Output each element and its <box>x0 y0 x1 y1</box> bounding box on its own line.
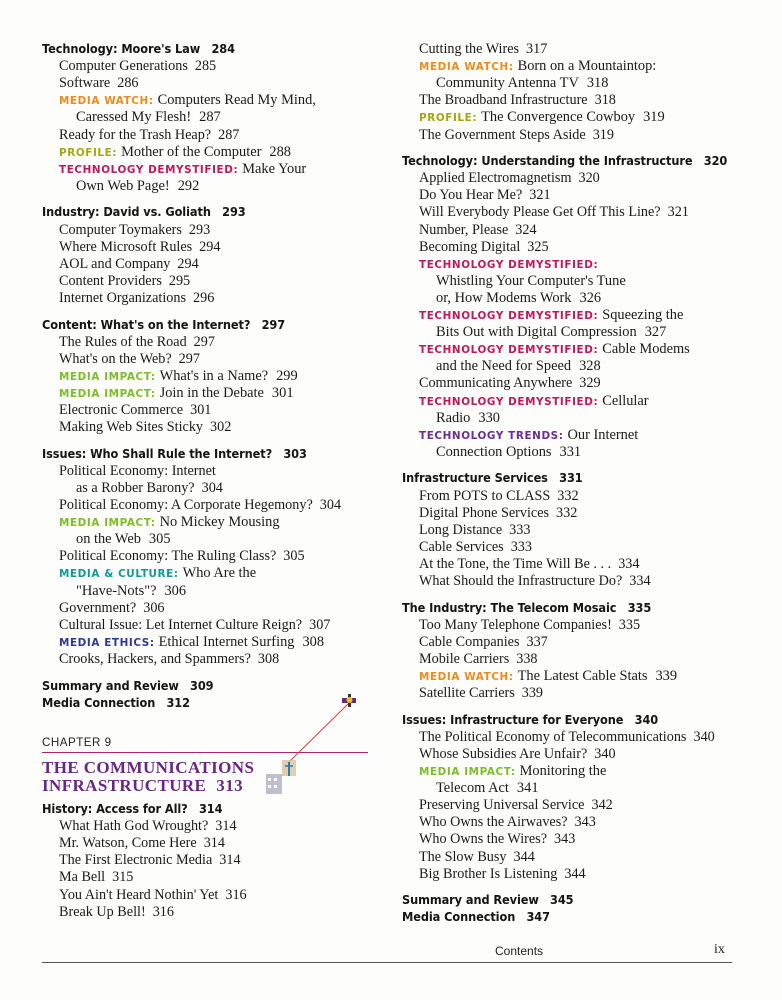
entry-title: The Rules of the Road <box>59 333 187 350</box>
toc-entry <box>59 869 133 886</box>
entry-page-number: 325 <box>527 238 549 255</box>
entry-page-number: 299 <box>276 367 298 384</box>
entry-title: Radio <box>436 409 471 426</box>
toc-feature-continuation <box>76 109 221 126</box>
footer-page-number: ix <box>714 942 725 957</box>
entry-title: Computer Toymakers <box>59 221 182 238</box>
entry-page-number: 337 <box>526 633 548 650</box>
entry-page-number: 335 <box>627 600 652 615</box>
toc-feature-entry <box>419 341 690 359</box>
toc-feature-entry <box>59 161 306 179</box>
entry-page-number: 339 <box>521 685 544 702</box>
toc-feature-continuation <box>436 75 608 92</box>
entry-title: Summary and Review <box>42 678 179 693</box>
entry-page-number: 330 <box>478 409 500 426</box>
toc-entry <box>59 290 214 307</box>
entry-page-number: 321 <box>529 187 551 204</box>
toc-entry <box>419 222 537 239</box>
toc-entry <box>59 548 305 565</box>
entry-page-number: 319 <box>643 109 665 126</box>
satellite-icon <box>342 694 356 707</box>
feature-label: TECHNOLOGY TRENDS: <box>419 429 564 442</box>
entry-page-number: 340 <box>634 712 659 727</box>
toc-entry <box>59 852 241 869</box>
toc-feature-entry <box>59 92 316 110</box>
entry-page-number: 334 <box>629 573 651 589</box>
entry-title: Cable Services <box>419 538 504 555</box>
toc-section-heading <box>402 909 550 926</box>
entry-title: Media Connection <box>42 695 156 710</box>
satellite-illustration-icon <box>256 690 376 800</box>
entry-title: Mother of the Computer <box>121 143 262 160</box>
entry-title: Technology: Understanding the Infrastructure <box>402 154 693 169</box>
entry-page-number: 318 <box>586 75 609 92</box>
toc-entry <box>59 818 237 835</box>
entry-page-number: 331 <box>559 471 583 486</box>
toc-entry <box>419 239 549 256</box>
entry-title: Becoming Digital <box>419 238 521 255</box>
toc-feature-entry <box>419 668 677 686</box>
toc-entry-continuation <box>76 480 223 497</box>
toc-entry <box>419 539 532 556</box>
entry-page-number: 307 <box>309 616 331 633</box>
toc-entry <box>59 58 216 75</box>
entry-page-number: 286 <box>117 75 139 92</box>
entry-title: The Broadband Infrastructure <box>419 92 588 109</box>
entry-title: Satellite Carriers <box>419 685 515 702</box>
entry-title: Connection Options <box>436 443 552 460</box>
feature-label: TECHNOLOGY DEMYSTIFIED: <box>419 258 599 271</box>
toc-entry <box>59 239 220 256</box>
footer-title: Contents <box>495 944 544 958</box>
entry-page-number: 296 <box>193 289 215 306</box>
feature-label: TECHNOLOGY DEMYSTIFIED: <box>419 310 599 322</box>
entry-page-number: 342 <box>591 797 613 814</box>
entry-page-number: 293 <box>188 221 211 238</box>
entry-page-number: 301 <box>190 402 212 418</box>
feature-label: MEDIA IMPACT: <box>59 387 156 400</box>
footer-rule <box>42 962 732 963</box>
entry-page-number: 327 <box>644 324 667 341</box>
toc-entry <box>419 488 579 505</box>
feature-label: MEDIA WATCH: <box>419 61 514 74</box>
toc-entry <box>59 351 200 368</box>
entry-title: Cellular <box>602 392 649 409</box>
entry-title: Media Connection <box>402 910 516 925</box>
entry-page-number: 292 <box>177 177 200 194</box>
entry-title: What Hath God Wrought? <box>59 818 209 835</box>
toc-section-heading <box>402 600 651 617</box>
entry-page-number: 335 <box>618 616 641 633</box>
toc-feature-continuation <box>436 358 601 375</box>
entry-page-number: 338 <box>516 650 538 667</box>
toc-entry <box>59 75 139 92</box>
entry-title: Ethical Internet Surfing <box>158 633 295 650</box>
entry-title: Who Owns the Wires? <box>419 831 548 848</box>
entry-title: Our Internet <box>567 426 639 443</box>
toc-entry <box>419 849 535 866</box>
entry-page-number: 334 <box>618 555 640 572</box>
toc-section-heading <box>42 695 190 712</box>
entry-page-number: 304 <box>201 479 223 496</box>
toc-entry <box>419 92 616 109</box>
toc-feature-entry <box>419 763 606 781</box>
entry-page-number: 326 <box>579 289 602 306</box>
entry-title: Monitoring the <box>519 763 607 779</box>
entry-title: Mr. Watson, Come Here <box>59 835 197 852</box>
entry-title: Born on a Mountaintop: <box>517 58 657 75</box>
entry-page-number: 308 <box>257 650 280 667</box>
toc-entry <box>59 904 174 921</box>
toc-section-heading <box>402 712 658 729</box>
entry-title: From POTS to CLASS <box>419 487 551 504</box>
entry-title: Summary and Review <box>402 893 539 908</box>
toc-entry <box>419 685 543 702</box>
entry-title: Where Microsoft Rules <box>59 238 193 255</box>
toc-entry <box>59 497 341 514</box>
entry-page-number: 287 <box>218 126 240 143</box>
entry-title: What's in a Name? <box>159 367 269 384</box>
entry-page-number: 329 <box>579 375 601 392</box>
entry-title: Communicating Anywhere <box>419 375 573 392</box>
entry-page-number: 303 <box>283 446 307 461</box>
toc-section-heading <box>42 317 285 334</box>
entry-page-number: 324 <box>515 221 537 238</box>
toc-entry <box>419 556 639 573</box>
entry-title: Make Your <box>242 160 307 177</box>
entry-page-number: 316 <box>152 903 174 920</box>
entry-title: as a Robber Barony? <box>76 479 195 496</box>
entry-title: Internet Organizations <box>59 289 186 306</box>
entry-title: Computer Generations <box>59 58 188 75</box>
entry-page-number: 297 <box>193 333 215 350</box>
toc-entry <box>59 835 225 852</box>
chapter-title-line1: THE COMMUNICATIONS <box>42 758 255 777</box>
feature-label: MEDIA IMPACT: <box>59 517 156 530</box>
toc-entry <box>419 573 651 590</box>
entry-title: Too Many Telephone Companies! <box>419 616 612 633</box>
entry-title: Long Distance <box>419 521 503 538</box>
chapter-label: CHAPTER 9 <box>42 736 112 749</box>
entry-title: AOL and Company <box>59 255 171 272</box>
entry-page-number: 340 <box>594 745 616 762</box>
entry-title: No Mickey Mousing <box>159 514 280 531</box>
feature-label: MEDIA WATCH: <box>59 95 154 108</box>
toc-section-heading <box>402 153 727 170</box>
toc-feature-continuation <box>76 178 199 195</box>
chapter-title-line2: INFRASTRUCTURE 313 <box>42 776 243 795</box>
entry-page-number: 287 <box>199 109 221 126</box>
entry-title: Cable Modems <box>602 341 690 358</box>
entry-page-number: 294 <box>199 238 221 255</box>
toc-entry <box>419 204 689 221</box>
entry-page-number: 314 <box>219 852 241 869</box>
toc-entry <box>419 522 530 539</box>
entry-title: Cultural Issue: Let Internet Culture Reign? <box>59 616 303 633</box>
entry-page-number: 315 <box>112 869 134 886</box>
toc-feature-continuation <box>436 324 666 341</box>
toc-feature-entry <box>59 144 291 162</box>
entry-page-number: 284 <box>211 42 235 56</box>
toc-feature-entry <box>419 307 683 325</box>
entry-page-number: 318 <box>594 92 616 109</box>
toc-feature-continuation <box>436 410 500 427</box>
entry-title: Applied Electromagnetism <box>419 170 572 187</box>
entry-page-number: 304 <box>319 497 342 513</box>
toc-section-heading <box>402 892 574 909</box>
entry-title: Digital Phone Services <box>419 504 550 521</box>
toc-section-heading <box>42 678 214 695</box>
toc-section-heading <box>42 41 235 58</box>
feature-label: MEDIA IMPACT: <box>419 766 516 778</box>
toc-entry <box>419 375 601 392</box>
entry-page-number: 320 <box>703 154 728 169</box>
entry-title: Political Economy: Internet <box>59 462 216 479</box>
toc-feature-continuation <box>436 273 626 290</box>
toc-entry <box>419 651 538 668</box>
entry-title: or, How Modems Work <box>436 289 572 306</box>
entry-title: You Ain't Heard Nothin' Yet <box>59 886 219 903</box>
antenna-tower-icon <box>266 760 296 794</box>
entry-title: Whose Subsidies Are Unfair? <box>419 745 588 762</box>
entry-page-number: 333 <box>509 521 531 538</box>
toc-feature-entry <box>419 256 602 274</box>
toc-feature-entry <box>59 514 280 532</box>
toc-section-heading <box>42 204 246 221</box>
entry-title: Ma Bell <box>59 869 106 886</box>
entry-title: Cable Companies <box>419 633 520 650</box>
toc-section-heading <box>42 801 222 818</box>
entry-page-number: 288 <box>269 143 291 160</box>
entry-page-number: 321 <box>667 204 689 221</box>
entry-title: The Slow Busy <box>419 848 507 865</box>
entry-title: What's on the Web? <box>59 350 172 367</box>
toc-entry <box>419 617 640 634</box>
toc-feature-entry <box>419 393 649 411</box>
entry-title: At the Tone, the Time Will Be . . . <box>419 555 612 572</box>
entry-title: History: Access for All? <box>42 802 188 816</box>
toc-entry <box>419 797 613 814</box>
toc-feature-entry <box>59 565 256 583</box>
entry-title: Issues: Who Shall Rule the Internet? <box>42 446 273 461</box>
toc-entry <box>419 866 586 883</box>
toc-entry <box>59 600 165 617</box>
toc-entry <box>59 127 239 144</box>
toc-entry <box>59 273 190 290</box>
toc-entry <box>59 222 210 239</box>
feature-label: PROFILE: <box>59 146 118 159</box>
entry-title: The Latest Cable Stats <box>517 668 648 684</box>
entry-page-number: 297 <box>178 350 200 367</box>
entry-title: Ready for the Trash Heap? <box>59 126 212 143</box>
entry-page-number: 302 <box>210 419 232 436</box>
entry-page-number: 319 <box>592 126 614 143</box>
feature-label: TECHNOLOGY DEMYSTIFIED: <box>59 163 239 176</box>
entry-title: The Government Steps Aside <box>419 126 586 143</box>
toc-entry <box>419 814 596 831</box>
feature-label: TECHNOLOGY DEMYSTIFIED: <box>419 344 599 357</box>
entry-title: Computers Read My Mind, <box>157 92 316 109</box>
entry-page-number: 309 <box>190 678 214 693</box>
entry-title: Crooks, Hackers, and Spammers? <box>59 650 251 667</box>
toc-feature-entry <box>59 634 324 652</box>
entry-page-number: 295 <box>168 272 191 289</box>
entry-title: Making Web Sites Sticky <box>59 419 204 436</box>
entry-title: Government? <box>59 599 137 616</box>
feature-label: MEDIA WATCH: <box>419 671 514 683</box>
feature-label: MEDIA & CULTURE: <box>59 568 179 581</box>
entry-title: Issues: Infrastructure for Everyone <box>402 712 624 727</box>
entry-title: Caressed My Flesh! <box>76 109 192 126</box>
entry-title: The Political Economy of Telecommunications <box>419 728 687 745</box>
entry-title: Bits Out with Digital Compression <box>436 324 637 341</box>
entry-page-number: 333 <box>510 538 532 555</box>
entry-page-number: 301 <box>271 384 294 401</box>
entry-title: Electronic Commerce <box>59 402 184 418</box>
toc-entry <box>59 651 279 668</box>
entry-title: Content: What's on the Internet? <box>42 317 251 332</box>
toc-feature-entry <box>419 427 638 445</box>
entry-page-number: 341 <box>516 780 539 797</box>
entry-title: Who Are the <box>182 565 257 582</box>
entry-page-number: 314 <box>203 835 225 852</box>
entry-page-number: 317 <box>526 41 548 57</box>
toc-feature-entry <box>59 368 298 386</box>
toc-entry <box>419 831 575 848</box>
entry-title: Number, Please <box>419 221 509 238</box>
entry-page-number: 331 <box>559 443 582 460</box>
entry-title: Do You Hear Me? <box>419 187 523 204</box>
entry-title: Telecom Act <box>436 780 509 797</box>
entry-title: on the Web <box>76 531 141 548</box>
toc-feature-continuation <box>436 444 581 461</box>
entry-title: "Have-Nots"? <box>76 582 157 599</box>
entry-title: Technology: Moore's Law <box>42 42 201 56</box>
toc-entry <box>419 41 547 58</box>
entry-page-number: 347 <box>526 910 550 925</box>
entry-title: What Should the Infrastructure Do? <box>419 573 623 589</box>
entry-title: Join in the Debate <box>159 384 264 401</box>
toc-feature-continuation <box>76 583 186 600</box>
entry-page-number: 305 <box>148 531 171 548</box>
entry-page-number: 344 <box>513 848 535 865</box>
entry-title: Big Brother Is Listening <box>419 865 558 882</box>
toc-feature-continuation <box>436 780 539 797</box>
entry-page-number: 312 <box>166 695 190 710</box>
entry-page-number: 293 <box>222 205 246 220</box>
entry-page-number: 320 <box>578 170 600 187</box>
entry-page-number: 332 <box>556 504 578 521</box>
entry-page-number: 328 <box>579 358 601 375</box>
entry-page-number: 345 <box>550 893 574 908</box>
entry-title: Mobile Carriers <box>419 650 510 667</box>
entry-title: The First Electronic Media <box>59 852 213 869</box>
entry-page-number: 314 <box>198 802 223 816</box>
entry-title: Cutting the Wires <box>419 41 520 57</box>
feature-label: MEDIA ETHICS: <box>59 636 155 649</box>
entry-page-number: 316 <box>225 886 247 903</box>
entry-page-number: 332 <box>557 487 579 504</box>
feature-label: PROFILE: <box>419 112 478 125</box>
entry-page-number: 294 <box>177 255 199 272</box>
toc-feature-continuation <box>76 531 171 548</box>
entry-title: Political Economy: A Corporate Hegemony? <box>59 497 313 513</box>
entry-title: Preserving Universal Service <box>419 797 585 814</box>
toc-entry <box>59 419 231 436</box>
toc-feature-entry <box>419 109 665 127</box>
entry-page-number: 344 <box>564 865 586 882</box>
entry-title: Community Antenna TV <box>436 75 579 92</box>
entry-page-number: 314 <box>215 818 237 835</box>
chapter-page: 313 <box>216 776 243 795</box>
toc-entry <box>419 170 600 187</box>
entry-title: Whistling Your Computer's Tune <box>436 272 626 289</box>
entry-title: Squeezing the <box>602 307 684 323</box>
entry-page-number: 305 <box>283 548 305 565</box>
entry-title: Own Web Page! <box>76 177 170 194</box>
entry-title: Political Economy: The Ruling Class? <box>59 548 277 565</box>
toc-entry <box>59 617 330 634</box>
toc-feature-entry <box>59 385 294 403</box>
toc-entry <box>59 402 211 419</box>
entry-title: The Convergence Cowboy <box>481 109 636 126</box>
entry-page-number: 308 <box>302 633 325 650</box>
toc-feature-entry <box>419 58 656 76</box>
entry-title: The Industry: The Telecom Mosaic <box>402 600 617 615</box>
entry-title: and the Need for Speed <box>436 358 572 375</box>
feature-label: MEDIA IMPACT: <box>59 370 156 383</box>
entry-page-number: 343 <box>554 831 576 848</box>
entry-page-number: 343 <box>574 814 596 831</box>
entry-page-number: 306 <box>164 582 187 599</box>
toc-entry <box>419 634 548 651</box>
entry-page-number: 285 <box>194 58 217 75</box>
entry-page-number: 340 <box>693 728 715 745</box>
entry-title: Software <box>59 75 111 92</box>
toc-section-heading <box>402 470 583 487</box>
entry-title: Break Up Bell! <box>59 903 146 920</box>
toc-entry <box>59 334 215 351</box>
entry-page-number: 339 <box>655 668 678 684</box>
toc-entry <box>419 729 715 746</box>
feature-label: TECHNOLOGY DEMYSTIFIED: <box>419 395 599 408</box>
toc-entry <box>59 256 199 273</box>
toc-entry <box>59 887 247 904</box>
toc-entry <box>59 463 216 480</box>
toc-feature-continuation <box>436 290 601 307</box>
entry-title: Industry: David vs. Goliath <box>42 205 211 220</box>
toc-entry <box>419 746 616 763</box>
toc-entry <box>419 127 614 144</box>
entry-title: Content Providers <box>59 272 162 289</box>
entry-title: Will Everybody Please Get Off This Line? <box>419 204 661 221</box>
entry-title: Infrastructure Services <box>402 471 548 486</box>
entry-title: Who Owns the Airwaves? <box>419 814 568 831</box>
toc-entry <box>419 187 551 204</box>
entry-page-number: 297 <box>261 317 286 332</box>
entry-page-number: 306 <box>143 599 165 616</box>
toc-section-heading <box>42 446 307 463</box>
toc-entry <box>419 505 577 522</box>
